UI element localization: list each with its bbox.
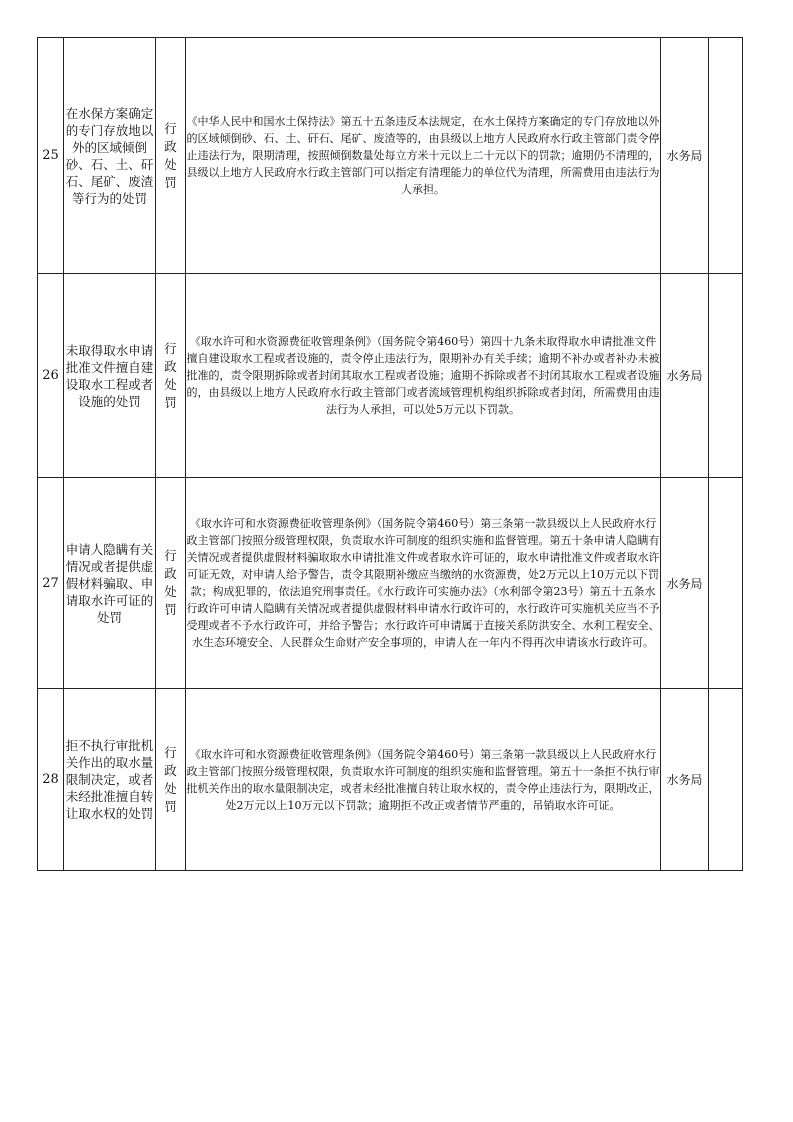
penalty-type-char: 政: [164, 566, 177, 581]
penalty-item-name: 在水保方案确定的专门存放地以外的区域倾倒砂、石、土、矸石、尾矿、废渣等行为的处罚: [64, 38, 156, 274]
row-number: 25: [38, 38, 64, 274]
penalty-type-char: 罚: [164, 798, 177, 814]
empty-cell: [709, 689, 743, 871]
responsible-department: 水务局: [661, 689, 709, 871]
legal-basis: 《中华人民中和国水土保持法》第五十五条违反本法规定，在水土保持方案确定的专门存放地以外的区域倾倒砂、石、土、矸石、尾矿、废渣等的，由县级以上地方人民政府水行政主管部门责令停止违法行为，限期清理，按照倾倒数量处每立方米十元以上二十元以下的罚款；逾期仍不清理的，县级以上地方人民政府水行政主管部门可以指定有清理能力的单位代为清理，所需费用由违法行为人承担。: [186, 38, 661, 274]
penalty-type-char: 行: [164, 340, 177, 356]
penalty-type-char: 处: [164, 780, 177, 796]
penalty-type: [156, 689, 186, 871]
penalty-type-char: 行: [164, 744, 177, 760]
penalty-item-name: 拒不执行审批机关作出的取水量限制决定，或者未经批准擅自转让取水权的处罚: [64, 689, 156, 871]
penalty-type-char: 政: [164, 138, 177, 154]
penalty-type-char: 行: [164, 120, 177, 136]
legal-basis: 《取水许可和水资源费征收管理条例》（国务院令第460号）第三条第一款县级以上人民政府水行政主管部门按照分级管理权限，负责取水许可制度的组织实施和监督管理。第五十条申请人隐瞒有关情况或者提供虚假材料骗取取水申请批准文件或者取水许可证的，取水申请批准文件或者取水许可证无效，对申请人给予警告，责令其限期补缴应当缴纳的水资源费，处2万元以上10万元以下罚款；构成犯罪的，依法追究刑事责任。《水行政许可实施办法》（水利部令第23号）第五十五条水行政许可申请人隐瞒有关情况或者提供虚假材料申请水行政许可的，水行政许可实施机关应当不予受理或者不予水行政许可，并给予警告；水行政许可申请属于直接关系防洪安全、水利工程安全、水生态环境安全、人民群众生命财产安全事项的，申请人在一年内不得再次申请该水行政许可。: [186, 478, 661, 689]
table-row: [38, 478, 743, 689]
legal-basis: 《取水许可和水资源费征收管理条例》（国务院令第460号）第三条第一款县级以上人民政府水行政主管部门按照分级管理权限，负责取水许可制度的组织实施和监督管理。第五十一条拒不执行审批机关作出的取水量限制决定，或者未经批准擅自转让取水权的，责令停止违法行为，限期改正，处2万元以上10万元以下罚款；逾期拒不改正或者情节严重的，吊销取水许可证。: [186, 689, 661, 871]
penalty-type-char: 处: [164, 156, 177, 172]
table-row: [38, 38, 743, 274]
table-row: [38, 689, 743, 871]
responsible-department: 水务局: [661, 478, 709, 689]
empty-cell: [709, 38, 743, 274]
penalty-type-char: 行: [164, 548, 177, 563]
row-number: 26: [38, 274, 64, 478]
responsible-department: 水务局: [661, 38, 709, 274]
penalty-type: [156, 38, 186, 274]
penalty-type-char: 政: [164, 762, 177, 778]
responsible-department: 水务局: [661, 274, 709, 478]
penalty-type-char: 处: [164, 584, 177, 599]
penalty-type-char: 罚: [164, 602, 177, 617]
penalty-item-name: 未取得取水申请批准文件擅自建设取水工程或者设施的处罚: [64, 274, 156, 478]
penalty-type-char: 罚: [164, 174, 177, 190]
penalty-item-name: 申请人隐瞒有关情况或者提供虚假材料骗取、申请取水许可证的处罚: [64, 478, 156, 689]
penalty-type: [156, 478, 186, 689]
penalty-type: [156, 274, 186, 478]
row-number: 28: [38, 689, 64, 871]
empty-cell: [709, 478, 743, 689]
penalty-type-char: 罚: [164, 394, 177, 410]
penalty-table: [37, 37, 743, 871]
row-number: 27: [38, 478, 64, 689]
penalty-type-char: 政: [164, 358, 177, 374]
penalty-type-char: 处: [164, 376, 177, 392]
legal-basis: 《取水许可和水资源费征收管理条例》（国务院令第460号）第四十九条未取得取水申请批准文件擅自建设取水工程或者设施的，责令停止违法行为，限期补办有关手续；逾期不补办或者补办未被批准的，责令限期拆除或者封闭其取水工程或者设施；逾期不拆除或者不封闭其取水工程或者设施的，由县级以上地方人民政府水行政主管部门或者流域管理机构组织拆除或者封闭，所需费用由违法行为人承担，可以处5万元以下罚款。: [186, 274, 661, 478]
table-row: [38, 274, 743, 478]
empty-cell: [709, 274, 743, 478]
